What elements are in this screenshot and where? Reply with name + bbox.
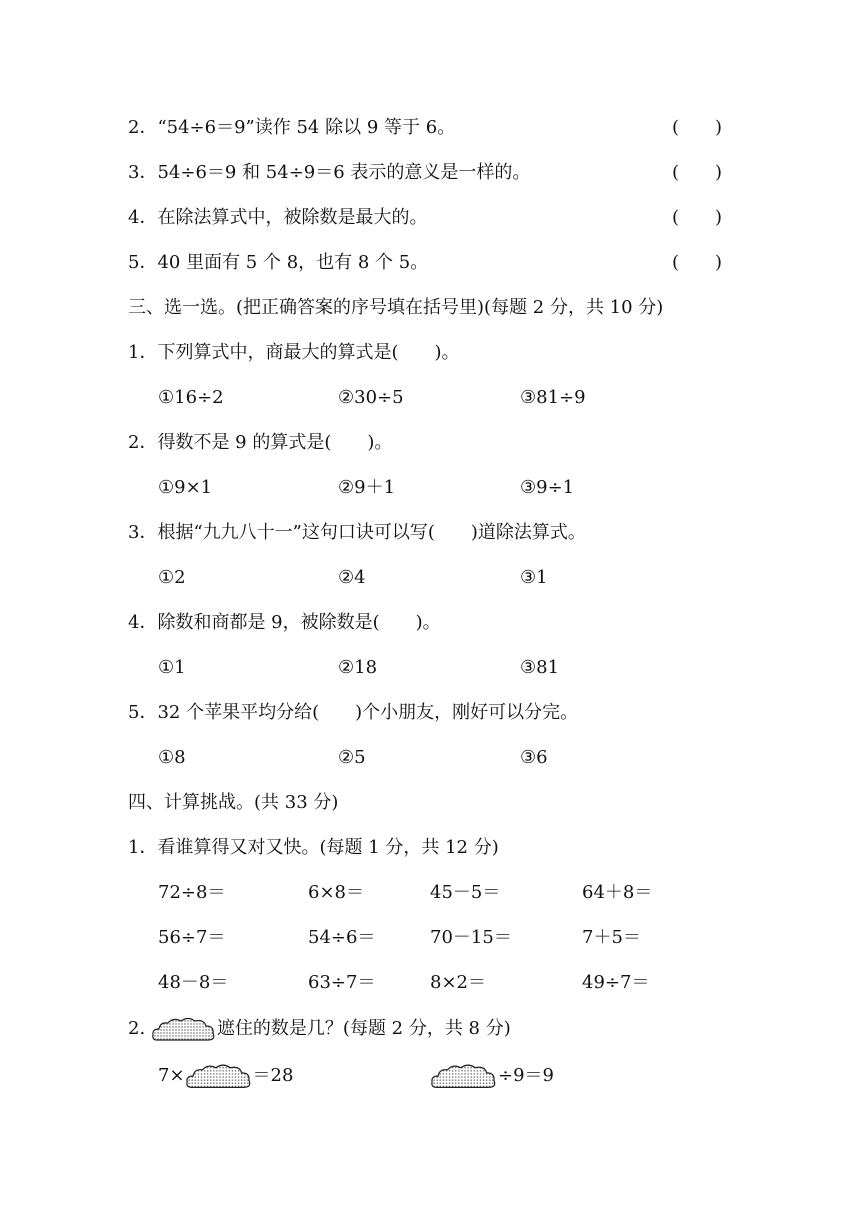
option-2[interactable]: ②4 xyxy=(338,567,366,588)
calc-problem: 63÷7＝ xyxy=(308,972,376,993)
calc-problem: 70－15＝ xyxy=(430,927,512,948)
item-text: 54÷6＝9 和 54÷9＝6 表示的意义是一样的。 xyxy=(157,162,531,183)
calc-problem: 64＋8＝ xyxy=(582,882,653,903)
choose-question-3: 3．根据“九九八十一”这句口诀可以写( )道除法算式。 xyxy=(128,522,586,543)
option-1[interactable]: ①16÷2 xyxy=(158,387,224,408)
calc-problem: 6×8＝ xyxy=(308,882,364,903)
calc-problem: 7＋5＝ xyxy=(582,927,641,948)
item-number: 4． xyxy=(128,207,158,228)
equation-left: 7× xyxy=(158,1065,185,1086)
calc-subheading-1: 1．看谁算得又对又快。(每题 1 分，共 12 分) xyxy=(128,837,499,858)
judge-item-4 xyxy=(128,206,427,230)
item-text: “54÷6＝9”读作 54 除以 9 等于 6。 xyxy=(157,117,456,138)
item-text: 遮住的数是几？(每题 2 分，共 8 分) xyxy=(216,1018,511,1039)
item-number: 5． xyxy=(128,252,158,273)
cloud-icon xyxy=(151,1014,217,1044)
item-number: 2. xyxy=(128,1018,146,1039)
option-2[interactable]: ②5 xyxy=(338,747,366,768)
equation-right: ＝28 xyxy=(252,1065,294,1086)
calc-problem: 45－5＝ xyxy=(430,882,501,903)
option-2[interactable]: ②18 xyxy=(338,657,378,678)
choose-question-2: 2．得数不是 9 的算式是( )。 xyxy=(128,432,393,453)
option-1[interactable]: ①9×1 xyxy=(158,477,213,498)
judge-item-5 xyxy=(128,251,428,275)
judge-item-3 xyxy=(128,161,530,185)
option-3[interactable]: ③1 xyxy=(520,567,548,588)
option-1[interactable]: ①1 xyxy=(158,657,186,678)
option-3[interactable]: ③9÷1 xyxy=(520,477,575,498)
cloud-equation-1 xyxy=(158,1060,293,1092)
cloud-equation-2 xyxy=(430,1060,554,1092)
option-2[interactable]: ②30÷5 xyxy=(338,387,404,408)
choose-question-1: 1．下列算式中，商最大的算式是( )。 xyxy=(128,342,460,363)
answer-paren[interactable]: ( ) xyxy=(672,162,723,183)
answer-paren[interactable]: ( ) xyxy=(672,207,723,228)
calc-problem: 8×2＝ xyxy=(430,972,486,993)
option-1[interactable]: ①8 xyxy=(158,747,186,768)
choose-question-5: 5．32 个苹果平均分给( )个小朋友，刚好可以分完。 xyxy=(128,702,579,723)
cloud-icon[interactable] xyxy=(430,1060,498,1092)
answer-paren[interactable]: ( ) xyxy=(672,252,723,273)
item-text: 在除法算式中，被除数是最大的。 xyxy=(157,207,428,228)
item-number: 2． xyxy=(128,117,158,138)
option-3[interactable]: ③81 xyxy=(520,657,560,678)
option-3[interactable]: ③81÷9 xyxy=(520,387,586,408)
calc-problem: 54÷6＝ xyxy=(308,927,376,948)
judge-item-2 xyxy=(128,116,455,140)
item-number: 3． xyxy=(128,162,158,183)
answer-paren[interactable]: ( ) xyxy=(672,117,723,138)
option-3[interactable]: ③6 xyxy=(520,747,548,768)
item-text: 40 里面有 5 个 8，也有 8 个 5。 xyxy=(157,252,429,273)
calc-problem: 56÷7＝ xyxy=(158,927,226,948)
equation-right: ÷9＝9 xyxy=(498,1065,554,1086)
calc-subheading-2 xyxy=(128,1014,511,1044)
option-1[interactable]: ①2 xyxy=(158,567,186,588)
calc-problem: 49÷7＝ xyxy=(582,972,650,993)
calc-problem: 72÷8＝ xyxy=(158,882,226,903)
option-2[interactable]: ②9＋1 xyxy=(338,477,396,498)
section-heading-choose: 三、选一选。(把正确答案的序号填在括号里)(每题 2 分，共 10 分) xyxy=(128,297,664,318)
choose-question-4: 4．除数和商都是 9，被除数是( )。 xyxy=(128,612,441,633)
section-heading-calc: 四、计算挑战。(共 33 分) xyxy=(128,792,339,813)
calc-problem: 48－8＝ xyxy=(158,972,229,993)
cloud-icon[interactable] xyxy=(185,1060,253,1092)
